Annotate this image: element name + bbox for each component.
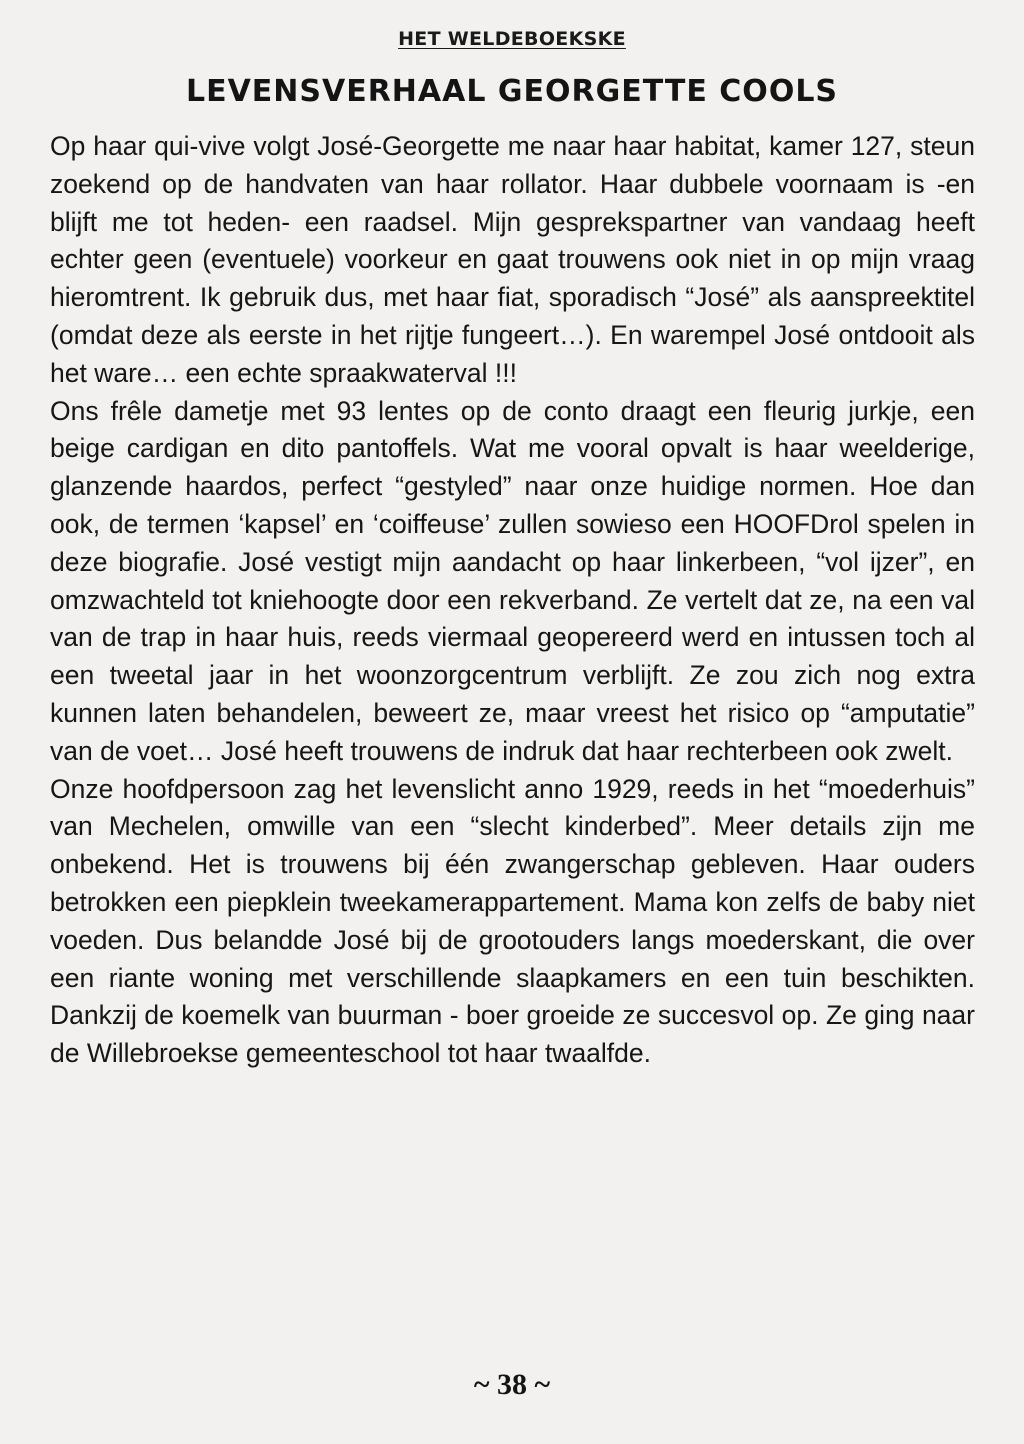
paragraph-2: Ons frêle dametje met 93 lentes op de conto draagt een fleurig jurkje, een beige cardigan en dito pantoffels. Wat me vooral opvalt is haar weelderige, glanzende haardos, perfect “gestyled” naar onze huidige normen. Hoe dan ook, de termen ‘kapsel’ en ‘coiffeuse’ zullen sowieso een HOOFDrol spelen in deze biografie. José vestigt mijn aandacht op haar linkerbeen, “vol ijzer”, en omzwachteld tot kniehoogte door een rekverband. Ze vertelt dat ze, na een val van de trap in haar huis, reeds viermaal geopereerd werd en intussen toch al een tweetal jaar in het woonzorgcentrum verblijft. Ze zou zich nog extra kunnen laten behandelen, beweert ze, maar vreest het risico op “amputatie” van de voet… José heeft trouwens de indruk dat haar rechterbeen ook zwelt. [50, 395, 975, 766]
paragraph-1: Op haar qui-vive volgt José-Georgette me naar haar habitat, kamer 127, steun zoekend op de handvaten van haar rollator. Haar dubbele voornaam is -en blijft me tot heden- een raadsel. Mijn gesprekspartner van vandaag heeft echter geen (eventuele) voorkeur en gaat trouwens ook niet in op mijn vraag hieromtrent. Ik gebruik dus, met haar fiat, sporadisch “José” als aanspreektitel (omdat deze als eerste in het rijtje fungeert…). En warempel José ontdooit als het ware… een echte spraakwaterval !!! [50, 131, 975, 388]
page-number: ~ 38 ~ [473, 1368, 551, 1401]
article-title: LEVENSVERHAAL GEORGETTE COOLS [185, 74, 839, 109]
article-body [50, 128, 975, 1073]
publication-name: HET WELDEBOEKSKE [398, 28, 626, 50]
publication-header [0, 28, 1024, 50]
paragraph-3: Onze hoofdpersoon zag het levenslicht anno 1929, reeds in het “moederhuis” van Mechelen, omwille van een “slecht kinderbed”. Meer details zijn me onbekend. Het is trouwens bij één zwangerschap gebleven. Haar ouders betrokken een piepklein tweekamerappartement. Mama kon zelfs de baby niet voeden. Dus belandde José bij de grootouders langs moederskant, die over een riante woning met verschillende slaapkamers en een tuin beschikten. Dankzij de koemelk van buurman - boer groeide ze succesvol op. Ze ging naar de Willebroekse gemeenteschool tot haar twaalfde. [50, 773, 975, 1069]
